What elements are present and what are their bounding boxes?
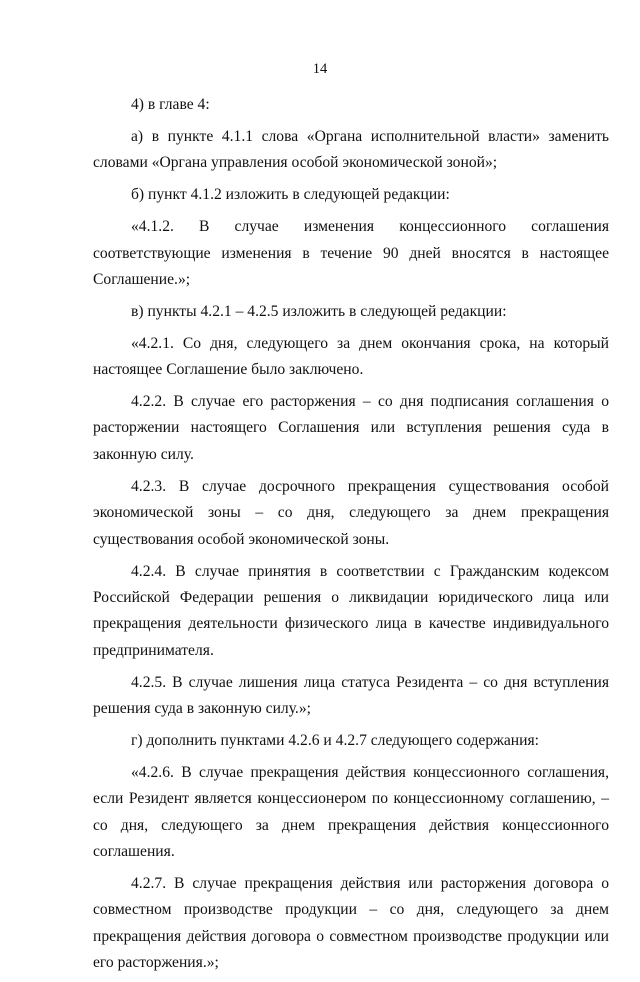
paragraph-item-v: в) пункты 4.2.1 – 4.2.5 изложить в следующей редакции: (131, 302, 507, 320)
paragraph-4-2-7: 4.2.7. В случае прекращения действия или расторжения договора о совместном производстве продукции – со дня, следующего за днем прекращения действия договора о совместном производстве продукции или его расторжения.»; (93, 874, 609, 972)
paragraph-item-a: а) в пункте 4.1.1 слова «Органа исполнительной власти» заменить словами «Органа управления особой экономической зоной»; (93, 127, 609, 172)
paragraph-4-2-1: «4.2.1. Со дня, следующего за днем окончания срока, на который настоящее Соглашение было заключено. (93, 334, 609, 379)
paragraph-4-2-6: «4.2.6. В случае прекращения действия концессионного соглашения, если Резидент является концессионером по концессионному соглашению, – со дня, следующего за днем прекращения действия концессионного соглашения. (93, 763, 609, 861)
paragraph-4-2-3: 4.2.3. В случае досрочного прекращения существования особой экономической зоны – со дня, следующего за днем прекращения существования особой экономической зоны. (93, 477, 609, 548)
page-number: 14 (312, 61, 328, 77)
paragraph-4-2-2: 4.2.2. В случае его расторжения – со дня подписания соглашения о расторжении настоящего Соглашения или вступления решения суда в законную силу. (93, 393, 609, 463)
paragraph-4-1-2: «4.1.2. В случае изменения концессионного соглашения соответствующие изменения в течение 90 дней вносятся в настоящее Соглашение.»; (93, 218, 609, 288)
paragraph-4-2-4: 4.2.4. В случае принятия в соответствии с Гражданским кодексом Российской Федерации решения о ликвидации юридического лица или прекращения деятельности физического лица в качестве индивидуального предпринимателя. (93, 562, 609, 659)
document-body (93, 92, 609, 982)
paragraph-chapter-4: 4) в главе 4: (131, 96, 210, 113)
paragraph-item-g: г) дополнить пунктами 4.2.6 и 4.2.7 следующего содержания: (131, 731, 540, 749)
paragraph-4-2-5: 4.2.5. В случае лишения лица статуса Резидента – со дня вступления решения суда в законную силу.»; (93, 673, 609, 718)
paragraph-item-b: б) пункт 4.1.2 изложить в следующей редакции: (131, 186, 450, 204)
